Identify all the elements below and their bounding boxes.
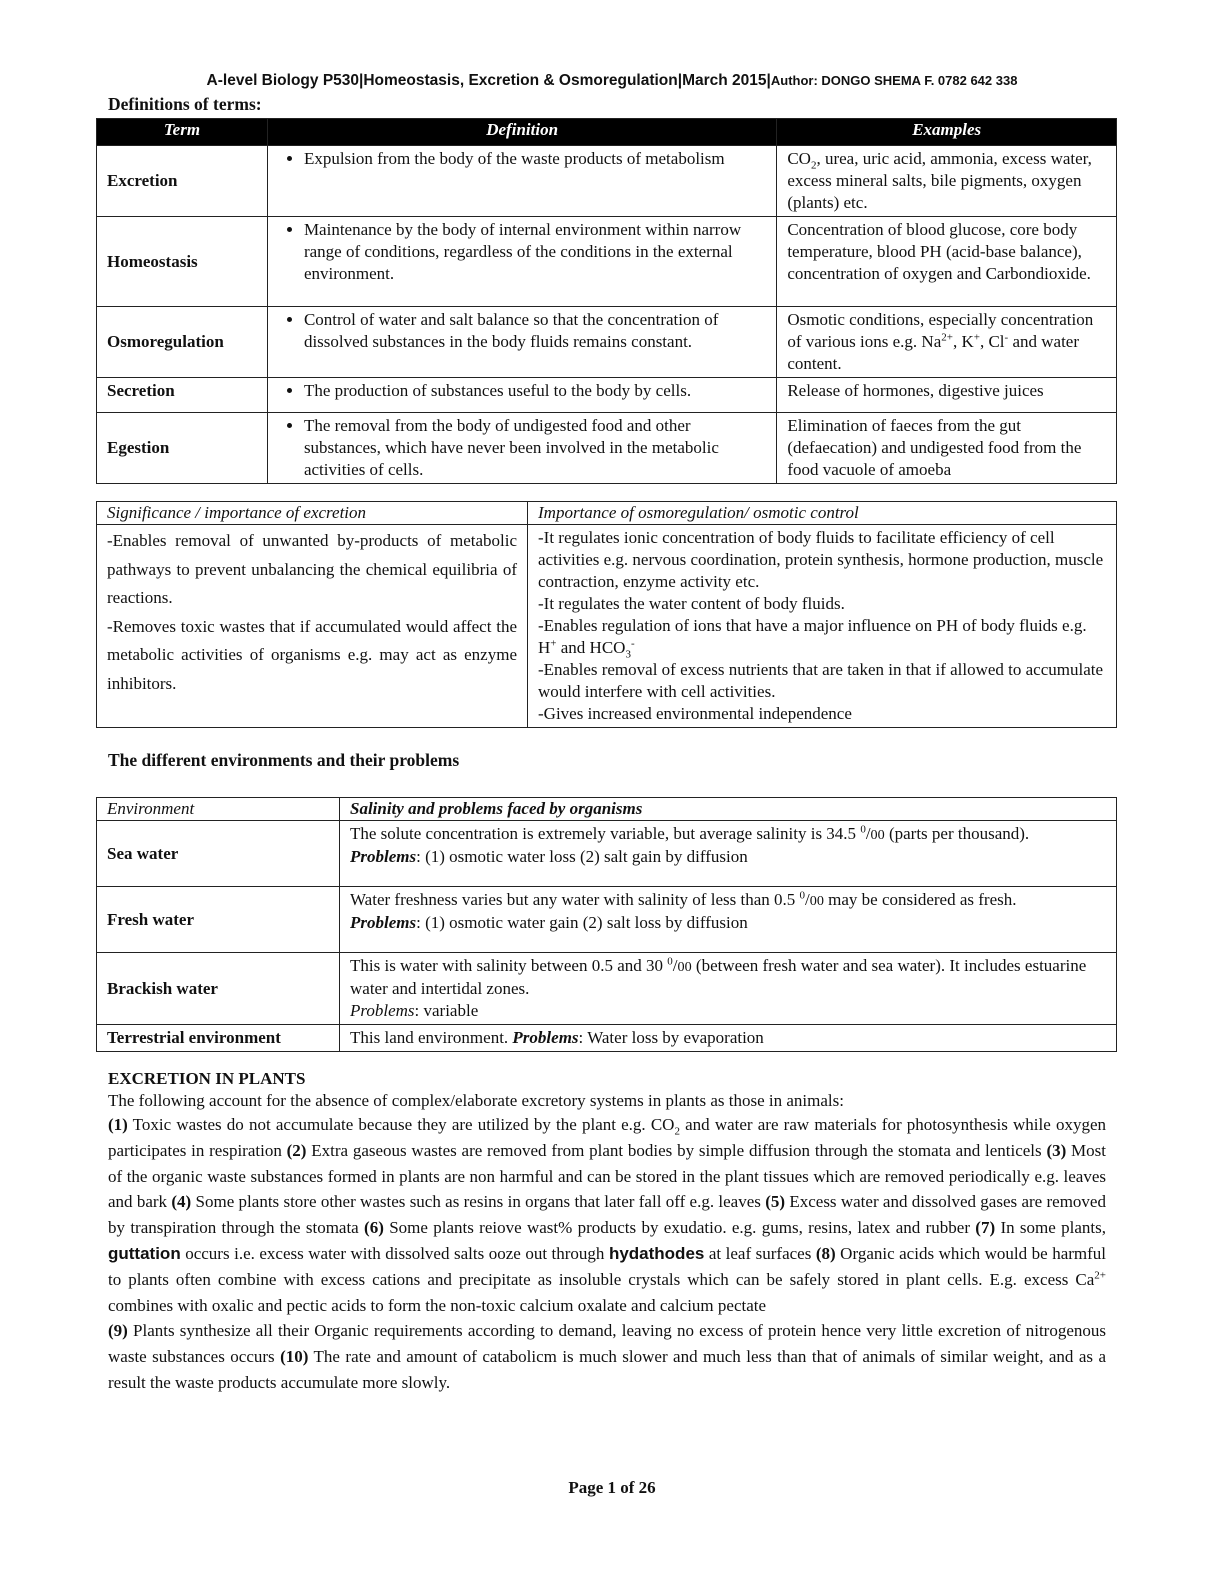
significance-table xyxy=(96,501,1117,728)
column-header-osmoregulation: Importance of osmoregulation/ osmotic control xyxy=(528,502,1117,525)
table-row xyxy=(97,378,1117,413)
table-header-row xyxy=(97,798,1117,821)
term-cell: Secretion xyxy=(97,378,268,413)
list-item: -Gives increased environmental independence xyxy=(538,704,852,723)
table-row xyxy=(97,525,1117,728)
table-row xyxy=(97,821,1117,887)
page-header xyxy=(0,72,1224,90)
header-author: Author: DONGO SHEMA F. 0782 642 338 xyxy=(770,73,1018,88)
definitions-table xyxy=(96,118,1117,484)
section-heading: EXCRETION IN PLANTS xyxy=(108,1069,306,1088)
environment-name: Sea water xyxy=(97,821,340,887)
definitions-heading: Definitions of terms: xyxy=(108,94,262,114)
environment-name: Fresh water xyxy=(97,887,340,953)
examples-cell: Concentration of blood glucose, core body temperature, blood PH (acid-base balance), concentration of oxygen and Carbondioxide. xyxy=(777,217,1117,307)
section-paragraph: (9) Plants synthesize all their Organic requirements according to demand, leaving no excess of protein hence very little excretion of nitrogenous waste substances occurs (10) The rate and amount of catabolicm is much slower and much less than that of animals of similar weight, and as a result the waste products accumulate more slowly. xyxy=(108,1321,1107,1392)
table-header-row xyxy=(97,119,1117,146)
excretion-in-plants-section xyxy=(108,1068,1106,1396)
definition-text: • Maintenance by the body of internal environment within narrow range of conditions, regardless of the conditions in the external environment. xyxy=(304,219,766,285)
examples-cell: Release of hormones, digestive juices xyxy=(777,378,1117,413)
term-cell: Egestion xyxy=(97,413,268,484)
table-row xyxy=(97,307,1117,378)
list-item: -It regulates the water content of body fluids. xyxy=(538,594,845,613)
definition-text: • The removal from the body of undigested food and other substances, which have never been involved in the metabolic activities of cells. xyxy=(304,415,766,481)
environments-heading: The different environments and their problems xyxy=(108,750,460,770)
table-row xyxy=(97,1025,1117,1052)
environment-description: The solute concentration is extremely variable, but average salinity is 34.5 $^0$/00 (parts per thousand). Problems: (1) osmotic water loss (2) salt gain by diffusion xyxy=(340,821,1117,887)
environment-description: This land environment. Problems: Water loss by evaporation xyxy=(340,1025,1117,1052)
definition-text: • Expulsion from the body of the waste products of metabolism xyxy=(304,148,766,170)
column-header-examples: Examples xyxy=(777,119,1117,146)
table-header-row xyxy=(97,502,1117,525)
section-intro: The following account for the absence of complex/elaborate excretory systems in plants as those in animals: xyxy=(108,1091,844,1110)
environments-table xyxy=(96,797,1117,1052)
list-item: -Removes toxic wastes that if accumulated would affect the metabolic activities of organisms e.g. may act as enzyme inhibitors. xyxy=(107,616,517,693)
table-row xyxy=(97,413,1117,484)
column-header-environment: Environment xyxy=(97,798,340,821)
definition-cell xyxy=(267,413,776,484)
osmoregulation-importance-cell xyxy=(528,525,1117,728)
column-header-salinity: Salinity and problems faced by organisms xyxy=(340,798,1117,821)
list-item: -Enables removal of unwanted by-products of metabolic pathways to prevent unbalancing the chemical equilibria of reactions. xyxy=(107,531,517,607)
definition-cell xyxy=(267,217,776,307)
examples-cell: Osmotic conditions, especially concentration of various ions e.g. $Na^{2+}$, K+, Cl- and water content. xyxy=(777,307,1117,378)
term-cell: Excretion xyxy=(97,146,268,217)
page-number: Page 1 of 26 xyxy=(568,1478,656,1497)
table-row xyxy=(97,953,1117,1025)
environment-description: This is water with salinity between 0.5 and 30 $^0$/00 (between fresh water and sea water). It includes estuarine water and intertidal zones. Problems: variable xyxy=(340,953,1117,1025)
examples-cell: $CO_2$, urea, uric acid, ammonia, excess water, excess mineral salts, bile pigments, oxygen (plants) etc. xyxy=(777,146,1117,217)
table-row xyxy=(97,146,1117,217)
table-row xyxy=(97,887,1117,953)
term-cell: Homeostasis xyxy=(97,217,268,307)
list-item: -Enables regulation of ions that have a major influence on PH of body fluids e.g. H+ and $HCO_3^-$ xyxy=(538,616,1087,661)
environment-name: Brackish water xyxy=(97,953,340,1025)
section-paragraph: (1) Toxic wastes do not accumulate because they are utilized by the plant e.g. $CO_2$ and water are raw materials for photosynthesis while oxygen participates in respiration (2) Extra gaseous wastes are removed from plant bodies by simple diffusion through the stomata and lenticels (3) Most of the organic waste substances formed in plants are non harmful and can be stored in the plant tissues which are removed periodically e.g. leaves and bark (4) Some plants store other wastes such as resins in organs that later fall off e.g. leaves (5) Excess water and dissolved gases are removed by transpiration through the stomata (6) Some plants reiove wast% products by exudatio. e.g. gums, resins, latex and rubber (7) In some plants, guttation occurs i.e. excess water with dissolved salts ooze out through hydathodes at leaf surfaces (8) Organic acids which would be harmful to plants often combine with excess cations and precipitate as insoluble crystals which can be safely stored in plant cells. E.g. excess $Ca^{2+}$ combines with oxalic and pectic acids to form the non-toxic calcium oxalate and calcium pectate xyxy=(108,1115,1107,1315)
column-header-term: Term xyxy=(97,119,268,146)
definition-text: • Control of water and salt balance so that the concentration of dissolved substances in the body fluids remains constant. xyxy=(304,309,766,353)
environment-name: Terrestrial environment xyxy=(97,1025,340,1052)
excretion-importance-cell xyxy=(97,525,528,728)
definition-cell xyxy=(267,378,776,413)
examples-cell: Elimination of faeces from the gut (defaecation) and undigested food from the food vacuole of amoeba xyxy=(777,413,1117,484)
header-title: A-level Biology P530|Homeostasis, Excretion & Osmoregulation|March 2015| xyxy=(206,72,771,89)
list-item: -It regulates ionic concentration of body fluids to facilitate efficiency of cell activities e.g. nervous coordination, protein synthesis, hormone production, muscle contraction, enzyme activity etc. xyxy=(538,528,1104,591)
definition-cell xyxy=(267,146,776,217)
definition-text: • The production of substances useful to the body by cells. xyxy=(304,380,766,402)
environment-description: Water freshness varies but any water with salinity of less than 0.5 $^0$/00 may be considered as fresh. Problems: (1) osmotic water gain (2) salt loss by diffusion xyxy=(340,887,1117,953)
table-row xyxy=(97,217,1117,307)
list-item: -Enables removal of excess nutrients that are taken in that if allowed to accumulate would interfere with cell activities. xyxy=(538,660,1104,701)
column-header-definition: Definition xyxy=(267,119,776,146)
column-header-excretion: Significance / importance of excretion xyxy=(97,502,528,525)
definition-cell xyxy=(267,307,776,378)
term-cell: Osmoregulation xyxy=(97,307,268,378)
